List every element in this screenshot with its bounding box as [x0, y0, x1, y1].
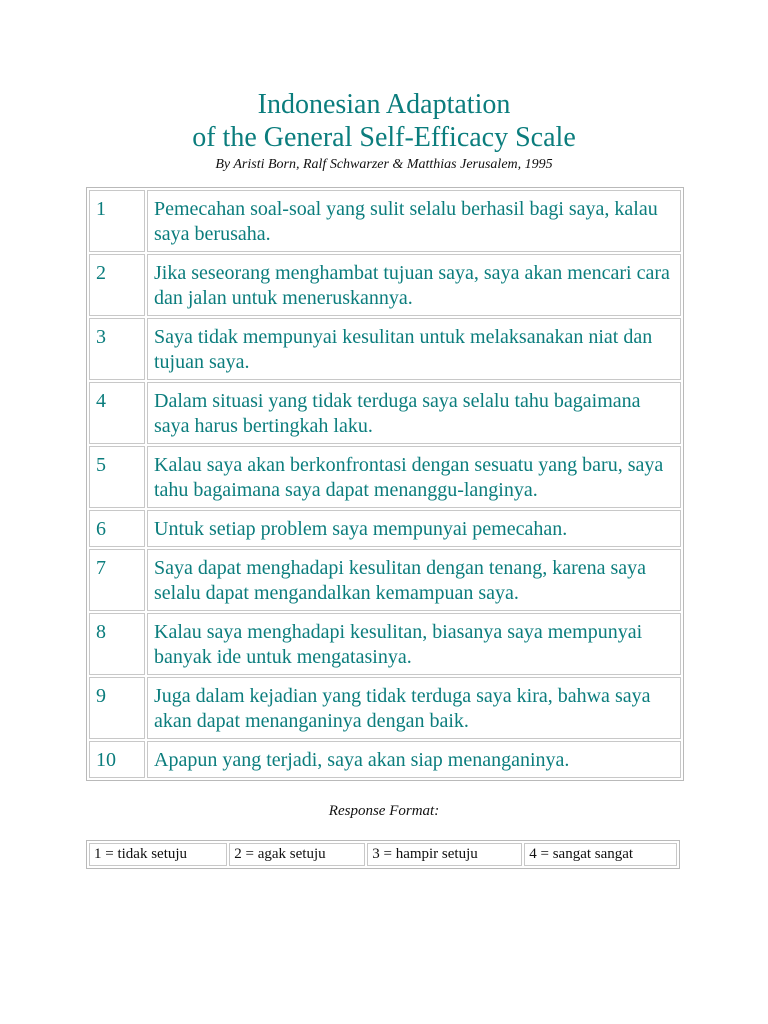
- byline: By Aristi Born, Ralf Schwarzer & Matthias Jerusalem, 1995: [215, 157, 553, 172]
- item-text: Saya tidak mempunyai kesulitan untuk melaksanakan niat dan tujuan saya.: [147, 318, 681, 380]
- table-row: [89, 318, 681, 380]
- response-option: 1 = tidak setuju: [89, 843, 227, 866]
- item-number: 1: [89, 190, 145, 252]
- item-text: Saya dapat menghadapi kesulitan dengan tenang, karena saya selalu dapat mengandalkan kemampuan saya.: [147, 549, 681, 611]
- item-number: 6: [89, 510, 145, 547]
- table-row: [89, 446, 681, 508]
- item-text: Pemecahan soal-soal yang sulit selalu berhasil bagi saya, kalau saya berusaha.: [147, 190, 681, 252]
- table-row: [89, 254, 681, 316]
- table-row: [89, 382, 681, 444]
- item-text: Apapun yang terjadi, saya akan siap menanganinya.: [147, 741, 681, 778]
- table-row: [89, 613, 681, 675]
- item-number: 10: [89, 741, 145, 778]
- item-text: Dalam situasi yang tidak terduga saya selalu tahu bagaimana saya harus bertingkah laku.: [147, 382, 681, 444]
- table-row: [89, 510, 681, 547]
- document-header: [0, 88, 768, 174]
- item-text: Juga dalam kejadian yang tidak terduga saya kira, bahwa saya akan dapat menanganinya dengan baik.: [147, 677, 681, 739]
- title-line-1: Indonesian Adaptation: [257, 89, 511, 120]
- item-number: 7: [89, 549, 145, 611]
- title-line-2: of the General Self-Efficacy Scale: [192, 122, 576, 153]
- response-format-caption: Response Format:: [328, 803, 440, 819]
- table-row: [89, 190, 681, 252]
- table-row: [89, 843, 677, 866]
- table-row: [89, 677, 681, 739]
- item-number: 9: [89, 677, 145, 739]
- item-number: 8: [89, 613, 145, 675]
- table-row: [89, 741, 681, 778]
- item-number: 5: [89, 446, 145, 508]
- response-option: 3 = hampir setuju: [367, 843, 522, 866]
- response-format-table: [86, 840, 680, 869]
- item-text: Kalau saya akan berkonfrontasi dengan sesuatu yang baru, saya tahu bagaimana saya dapat menanggu-langinya.: [147, 446, 681, 508]
- scale-items-table: [86, 187, 684, 781]
- item-number: 4: [89, 382, 145, 444]
- table-row: [89, 549, 681, 611]
- item-text: Kalau saya menghadapi kesulitan, biasanya saya mempunyai banyak ide untuk mengatasinya.: [147, 613, 681, 675]
- item-number: 3: [89, 318, 145, 380]
- response-option: 2 = agak setuju: [229, 843, 365, 866]
- item-text: Jika seseorang menghambat tujuan saya, saya akan mencari cara dan jalan untuk meneruskannya.: [147, 254, 681, 316]
- item-number: 2: [89, 254, 145, 316]
- item-text: Untuk setiap problem saya mempunyai pemecahan.: [147, 510, 681, 547]
- response-option: 4 = sangat sangat: [524, 843, 677, 866]
